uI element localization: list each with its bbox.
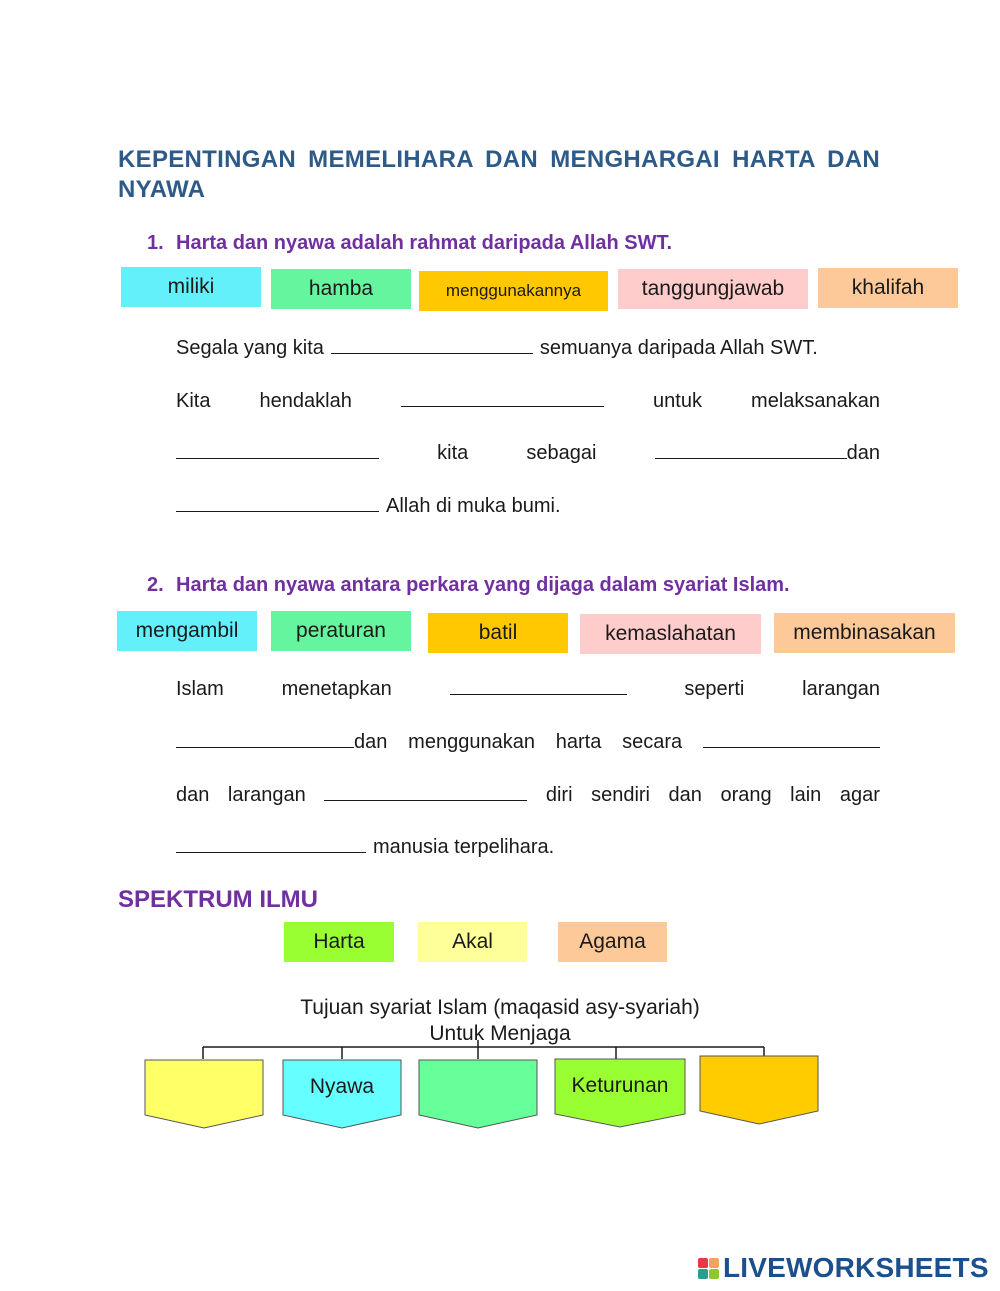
q2-text: larangan <box>227 784 306 806</box>
q2-text: Islam <box>176 678 224 700</box>
q2-text: seperti <box>684 678 745 700</box>
q1-text: hendaklah <box>259 390 352 412</box>
q2-line-4 <box>176 835 880 859</box>
q2-line-2 <box>176 730 880 754</box>
q2-text: sendiri <box>591 784 650 806</box>
question-1-number: 1. <box>147 232 164 254</box>
question-1-text: Harta dan nyawa adalah rahmat daripada Allah SWT. <box>176 232 673 254</box>
maqasid-diagram <box>0 1040 1000 1135</box>
q1-text: Allah di muka bumi. <box>386 495 561 517</box>
liveworksheets-logo-icon <box>698 1258 719 1279</box>
answer-blank[interactable] <box>324 783 527 801</box>
question-2-number: 2. <box>147 574 164 596</box>
word-chip-peraturan[interactable]: peraturan <box>271 611 411 651</box>
answer-blank[interactable] <box>450 677 627 695</box>
answer-blank[interactable] <box>401 389 604 407</box>
q2-text: dan <box>668 784 702 806</box>
diagram-box-empty-3 <box>700 1056 818 1124</box>
q1-text: dan <box>846 442 880 464</box>
diagram-caption-1: Tujuan syariat Islam (maqasid asy-syariah) <box>300 996 700 1019</box>
answer-blank[interactable] <box>176 441 379 459</box>
question-2-text: Harta dan nyawa antara perkara yang dijaga dalam syariat Islam. <box>176 574 790 596</box>
q1-line-3 <box>176 441 880 465</box>
q1-line-1 <box>176 336 880 360</box>
diagram-box-empty-2 <box>419 1060 537 1128</box>
q2-text: agar <box>839 784 880 806</box>
diagram-box-empty-1 <box>145 1060 263 1128</box>
word-chip-khalifah[interactable]: khalifah <box>818 268 958 308</box>
word-chip-membinasakan[interactable]: membinasakan <box>774 613 955 653</box>
diagram-label-keturunan: Keturunan <box>571 1074 669 1097</box>
answer-blank[interactable] <box>176 730 354 748</box>
word-chip-miliki[interactable]: miliki <box>121 267 261 307</box>
diagram-label-nyawa: Nyawa <box>309 1075 375 1098</box>
q1-line-4 <box>176 494 880 518</box>
q1-text: untuk <box>653 390 702 412</box>
word-chip-harta[interactable]: Harta <box>284 922 394 962</box>
question-1-heading <box>147 232 672 255</box>
liveworksheets-logo <box>698 1252 989 1284</box>
word-chip-batil[interactable]: batil <box>428 613 568 653</box>
q2-text: dan <box>176 784 210 806</box>
word-chip-agama[interactable]: Agama <box>558 922 667 962</box>
q2-text: menetapkan <box>281 678 392 700</box>
q2-text: manusia terpelihara. <box>373 836 555 858</box>
q2-text: secara <box>622 731 683 753</box>
answer-blank[interactable] <box>331 336 533 354</box>
q1-text: Kita <box>176 390 211 412</box>
q2-line-1 <box>176 677 880 701</box>
q1-text: melaksanakan <box>751 390 880 412</box>
q2-blank-group <box>176 730 387 754</box>
spektrum-title: SPEKTRUM ILMU <box>118 886 318 913</box>
q1-text: Segala yang kita <box>176 337 324 359</box>
answer-blank[interactable] <box>703 730 880 748</box>
question-2-heading <box>147 574 790 597</box>
answer-blank[interactable] <box>176 835 366 853</box>
q1-text: sebagai <box>526 442 597 464</box>
q1-blank-group <box>655 441 880 465</box>
answer-blank[interactable] <box>655 441 847 459</box>
q2-text: dan <box>354 731 388 753</box>
q2-text: harta <box>555 731 602 753</box>
q1-text: semuanya daripada Allah SWT. <box>539 337 818 359</box>
answer-blank[interactable] <box>176 494 379 512</box>
q2-text: diri <box>545 784 573 806</box>
word-chip-mengambil[interactable]: mengambil <box>117 611 257 651</box>
q1-text: kita <box>437 442 469 464</box>
word-chip-tanggungjawab[interactable]: tanggungjawab <box>618 269 808 309</box>
word-chip-menggunakannya[interactable]: menggunakannya <box>419 271 608 311</box>
q2-line-3 <box>176 783 880 807</box>
page-title: KEPENTINGAN MEMELIHARA DAN MENGHARGAI HARTA DAN NYAWA <box>118 146 880 203</box>
word-chip-hamba[interactable]: hamba <box>271 269 411 309</box>
liveworksheets-logo-text: LIVEWORKSHEETS <box>723 1252 989 1283</box>
diagram-caption-2: Untuk Menjaga <box>429 1022 571 1045</box>
word-chip-kemaslahatan[interactable]: kemaslahatan <box>580 614 761 654</box>
q2-text: lain <box>790 784 822 806</box>
q2-text: larangan <box>802 678 880 700</box>
q2-text: orang <box>720 784 772 806</box>
word-chip-akal[interactable]: Akal <box>418 922 527 962</box>
q2-text: menggunakan <box>408 731 535 753</box>
q1-line-2 <box>176 389 880 413</box>
